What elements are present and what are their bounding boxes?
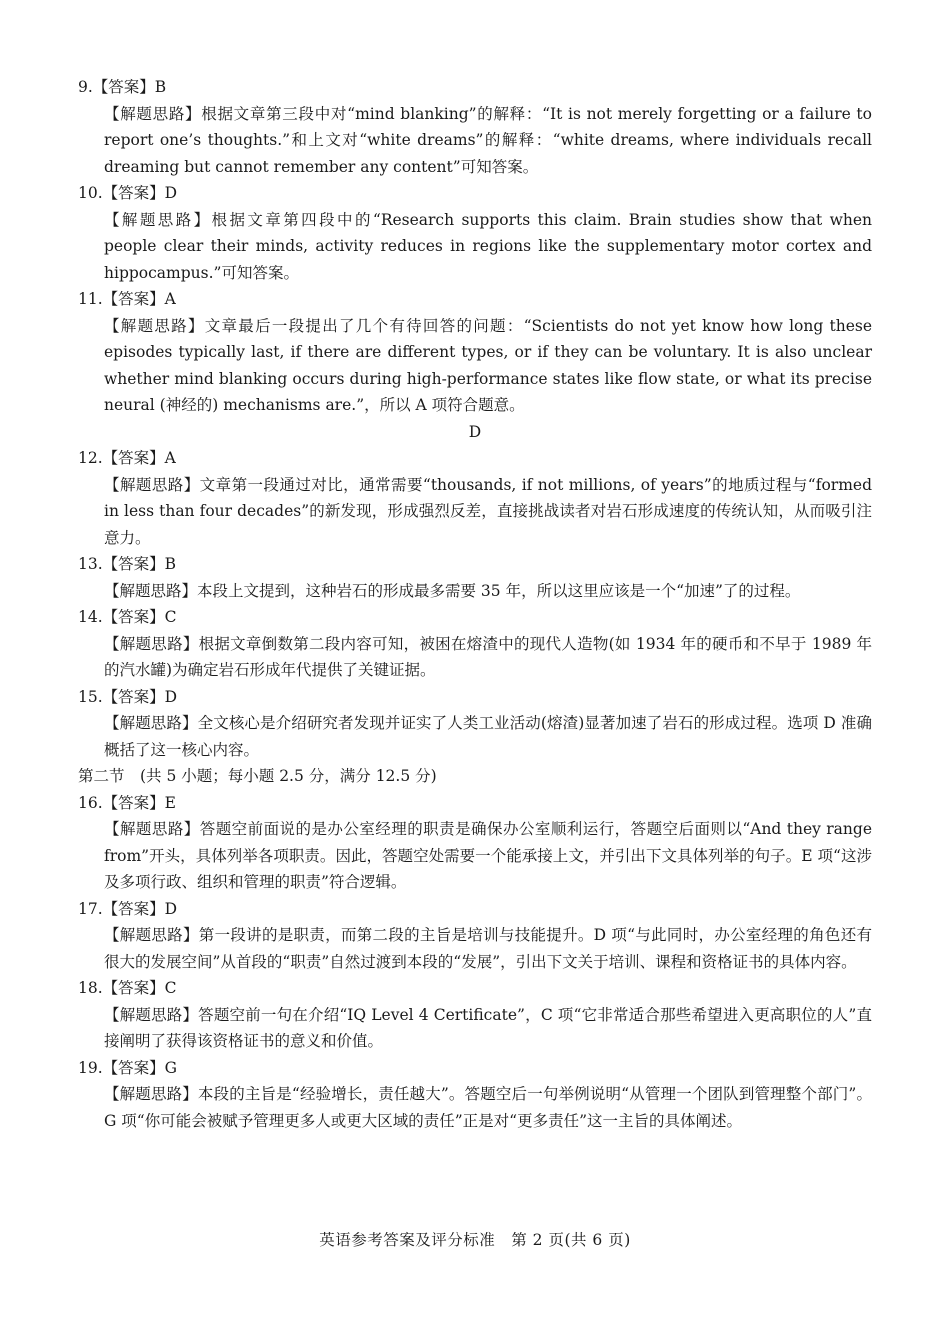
explanation: 【解题思路】本段上文提到，这种岩石的形成最多需要 35 年，所以这里应该是一个“加速”了的过程。 — [104, 581, 801, 600]
question-10 — [78, 180, 872, 286]
answer-line: 13.【答案】B — [78, 555, 177, 573]
explanation: 【解题思路】文章第一段通过对比，通常需要“thousands, if not millions, of years”的地质过程与“formed in less than four decades”的新发现，形成强烈反差，直接挑战读者对岩石形成速度的传统认知，从而吸引注意力。 — [104, 475, 872, 547]
answer-line: 17.【答案】D — [78, 899, 178, 918]
explanation: 【解题思路】答题空前面说的是办公室经理的职责是确保办公室顺利运行，答题空后面则以“And they range from”开头，具体列举各项职责。因此，答题空处需要一个能承接上文，并引出下文具体列举的句子。E 项“这涉及多项行政、组织和管理的职责”符合逻辑。 — [104, 820, 872, 891]
answer-line: 11.【答案】A — [78, 290, 176, 308]
page-footer: 英语参考答案及评分标准 第 2 页(共 6 页) — [319, 1231, 631, 1249]
question-12 — [78, 445, 872, 551]
answer-line: 16.【答案】E — [78, 793, 176, 812]
answer-line: 9.【答案】B — [78, 78, 167, 96]
question-15 — [78, 684, 872, 764]
section-two-title: 第二节 (共 5 小题；每小题 2.5 分，满分 12.5 分) — [78, 767, 437, 785]
explanation: 【解题思路】根据文章倒数第二段内容可知，被困在熔渣中的现代人造物(如 1934 年的硬币和不早于 1989 年的汽水罐)为确定岩石形成年代提供了关键证据。 — [104, 634, 872, 679]
answer-line: 12.【答案】A — [78, 449, 176, 467]
question-17 — [78, 896, 872, 976]
explanation: 【解题思路】根据文章第四段中的“Research supports this claim. Brain studies show that when people clear their minds, activity reduces in regions like the supplementary motor cortex and hippocampus.”可知答案。 — [104, 210, 872, 282]
question-11 — [78, 286, 872, 419]
answer-line: 10.【答案】D — [78, 184, 178, 202]
explanation: 【解题思路】全文核心是介绍研究者发现并证实了人类工业活动(熔渣)显著加速了岩石的形成过程。选项 D 准确概括了这一核心内容。 — [104, 714, 872, 759]
explanation: 【解题思路】第一段讲的是职责，而第二段的主旨是培训与技能提升。D 项“与此同时，办公室经理的角色还有很大的发展空间”从首段的“职责”自然过渡到本段的“发展”，引出下文关于培训、课程和资格证书的具体内容。 — [104, 926, 872, 971]
question-18 — [78, 975, 872, 1055]
question-13 — [78, 551, 872, 604]
answer-line: 18.【答案】C — [78, 979, 177, 997]
question-19 — [78, 1055, 872, 1135]
explanation: 【解题思路】答题空前一句在介绍“IQ Level 4 Certificate”，C 项“它非常适合那些希望进入更高职位的人”直接阐明了获得该资格证书的意义和价值。 — [104, 1005, 872, 1050]
explanation: 【解题思路】根据文章第三段中对“mind blanking”的解释：“It is not merely forgetting or a failure to report one’s thoughts.”和上文对“white dreams”的解释：“white dreams, where individuals recall dreaming but cannot remember any content”可知答案。 — [104, 104, 872, 176]
question-14 — [78, 604, 872, 684]
explanation: 【解题思路】本段的主旨是“经验增长，责任越大”。答题空后一句举例说明“从管理一个团队到管理整个部门”。G 项“你可能会被赋予管理更多人或更大区域的责任”正是对“更多责任”这一主旨的具体阐述。 — [104, 1085, 872, 1130]
explanation: 【解题思路】文章最后一段提出了几个有待回答的问题：“Scientists do not yet know how long these episodes typically last, if there are different types, or if they can be voluntary. It is also unclear whether mind blanking occurs during high-performance states like flow state, or what its precise neural (神经的) mechanisms are.”，所以 A 项符合题意。 — [104, 316, 872, 414]
answer-line: 15.【答案】D — [78, 687, 178, 706]
question-16 — [78, 790, 872, 896]
section-d-heading: D — [468, 422, 482, 441]
answer-line: 14.【答案】C — [78, 608, 177, 626]
answer-line: 19.【答案】G — [78, 1058, 178, 1077]
question-9 — [78, 74, 872, 180]
